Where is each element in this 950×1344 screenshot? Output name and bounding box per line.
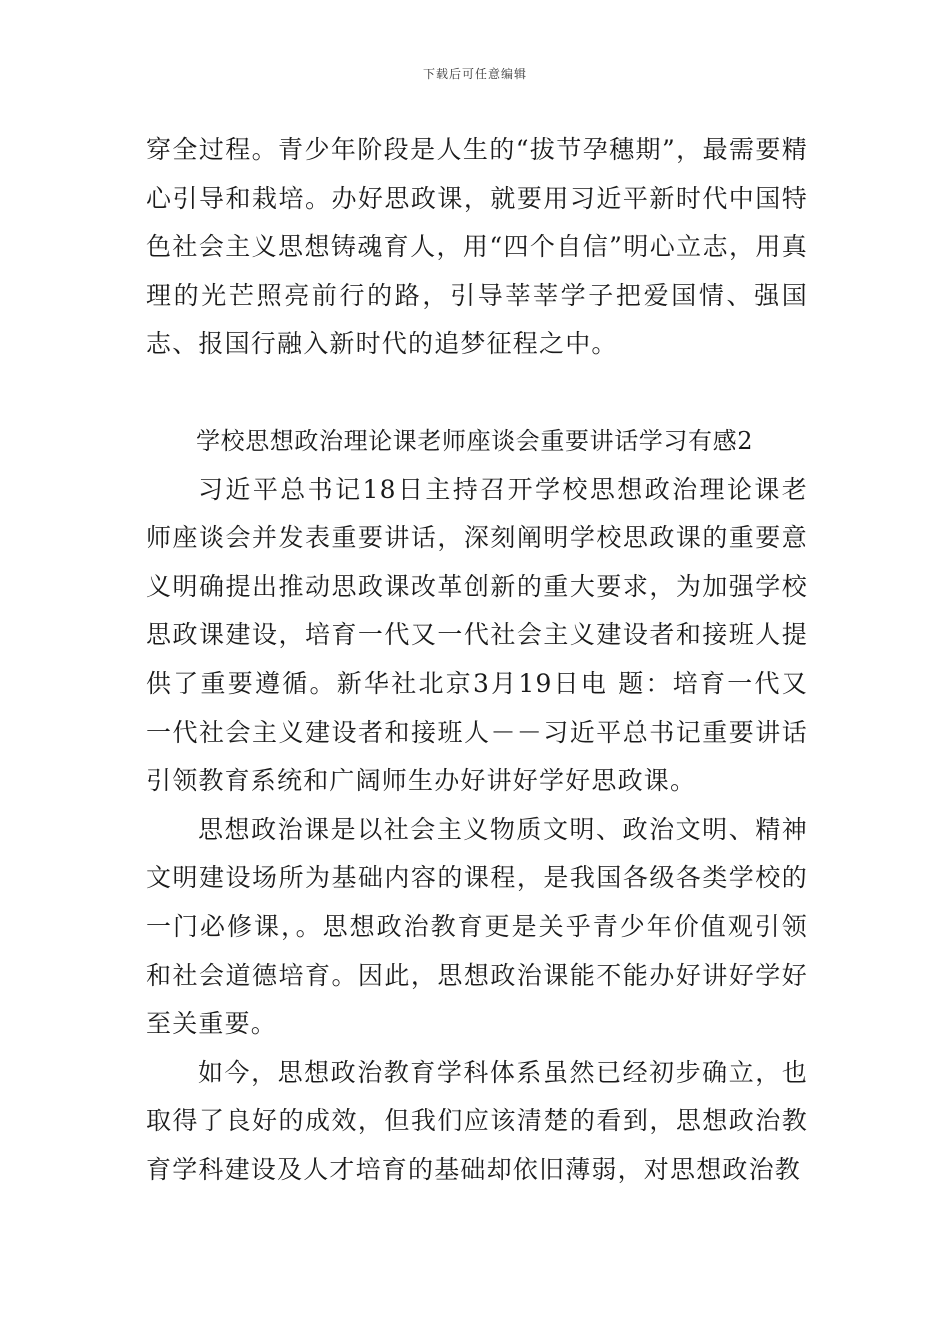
paragraph-continued: 穿全过程。青少年阶段是人生的“拔节孕穗期”，最需要精心引导和栽培。办好思政课，就要用习近平新时代中国特色社会主义思想铸魂育人，用“四个自信”明心立志，用真理的光芒照亮前行的路，引导莘莘学子把爱国情、强国志、报国行融入新时代的追梦征程之中。 [146,135,808,359]
paragraph-1: 习近平总书记18日主持召开学校思想政治理论课老师座谈会并发表重要讲话，深刻阐明学校思政课的重要意义明确提出推动思政课改革创新的重大要求，为加强学校思政课建设，培育一代又一代社会主义建设者和接班人提供了重要遵循。新华社北京3月19日电 题：培育一代又一代社会主义建设者和接班人－－习近平总书记重要讲话引领教育系统和广阔师生办好讲好学好思政课。 [146,474,808,796]
page-header-note: 下载后可任意编辑 [422,67,527,81]
section-spacer [146,369,808,417]
paragraph-3: 如今，思想政治教育学科体系虽然已经初步确立，也取得了良好的成效，但我们应该清楚的看到，思想政治教育学科建设及人才培育的基础却依旧薄弱，对思想政治教 [146,1057,808,1184]
section-title: 学校思想政治理论课老师座谈会重要讲话学习有感2 [196,426,754,455]
document-body [146,126,808,1194]
paragraph-2: 思想政治课是以社会主义物质文明、政治文明、精神文明建设场所为基础内容的课程，是我国各级各类学校的一门必修课，。思想政治教育更是关乎青少年价值观引领和社会道德培育。因此，思想政治课能不能办好讲好学好至关重要。 [146,814,808,1039]
